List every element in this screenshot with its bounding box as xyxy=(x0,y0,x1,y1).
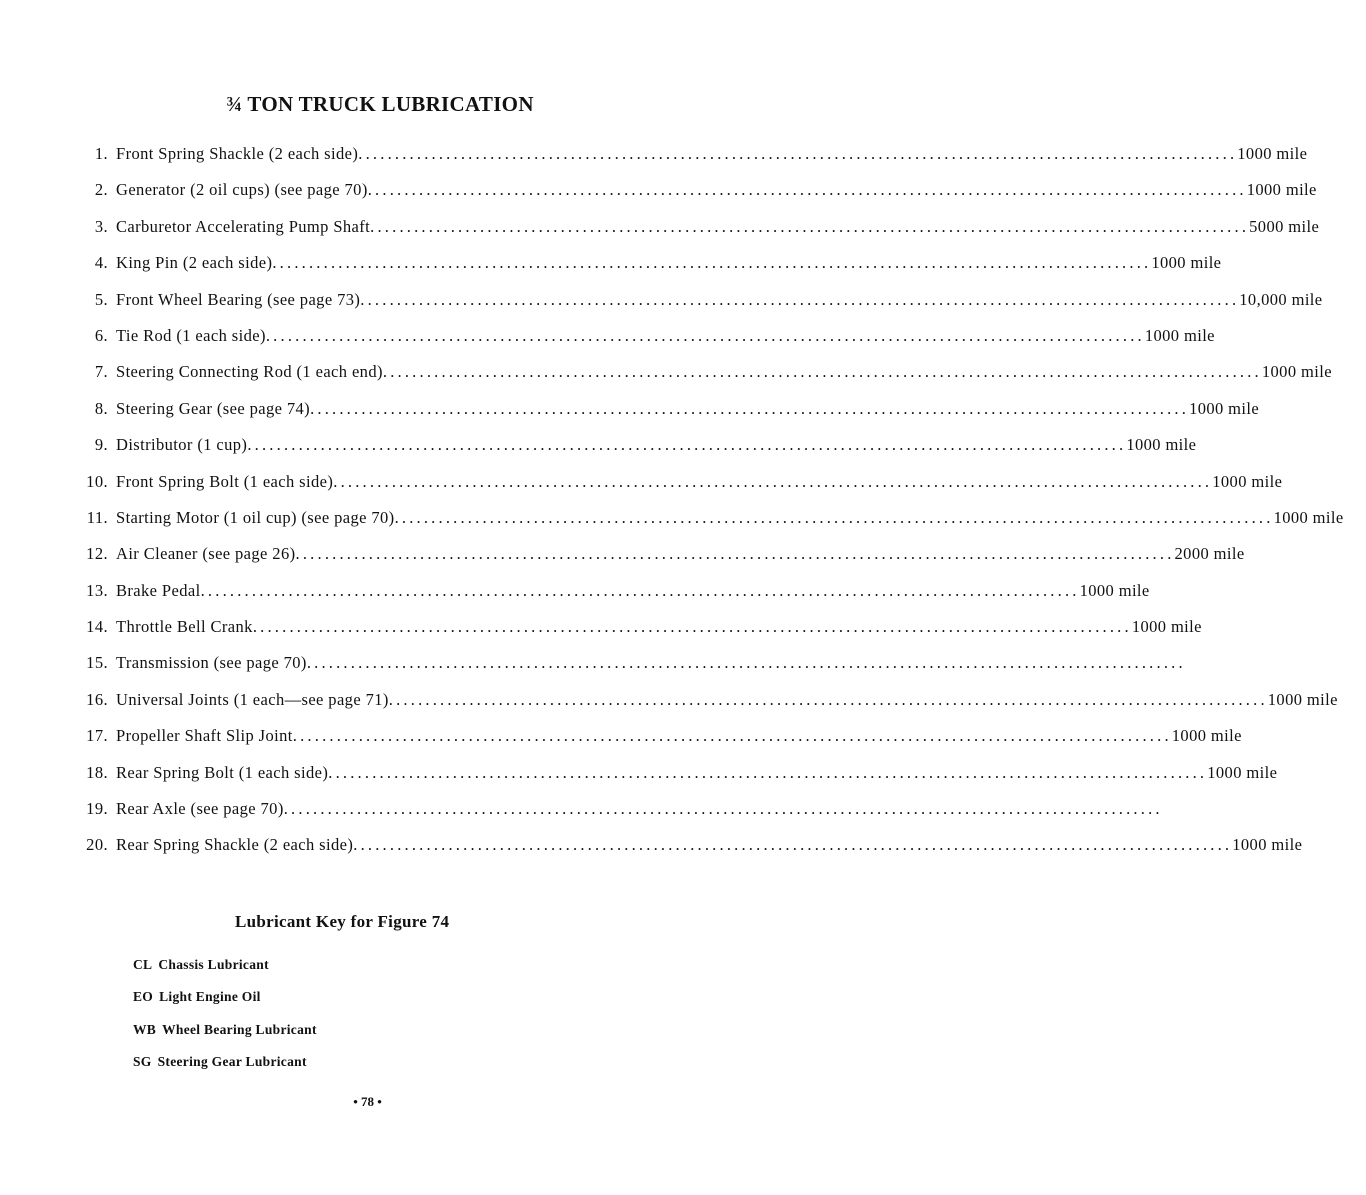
item-interval: 1000 mile xyxy=(1273,507,1344,527)
item-interval: 1000 mile xyxy=(1207,762,1278,782)
item-interval: 2000 mile xyxy=(1174,544,1245,564)
list-item xyxy=(72,835,1303,871)
list-item xyxy=(72,180,1317,216)
dot-leader: ........................................................................................................................ xyxy=(295,544,1175,564)
key-entry-eo xyxy=(133,989,267,1005)
key-code: SG xyxy=(133,1054,152,1069)
list-item xyxy=(72,580,1150,617)
item-text: Universal Joints (1 each—see page 71) xyxy=(116,689,389,709)
item-text: Steering Connecting Rod (1 each end) xyxy=(116,362,383,382)
item-text: Steering Gear (see page 74) xyxy=(116,398,311,418)
key-entry-cl xyxy=(133,957,275,973)
item-number: 10. xyxy=(86,471,108,491)
item-number: 4. xyxy=(94,253,108,273)
item-interval: 1000 mile xyxy=(1151,253,1222,273)
item-interval: 5000 mile xyxy=(1249,216,1320,236)
dot-leader: ........................................................................................................................ xyxy=(265,325,1145,345)
list-item xyxy=(72,435,1197,471)
key-entry-sg xyxy=(133,1054,313,1070)
item-interval: 1000 mile xyxy=(1126,435,1197,455)
item-interval: 1000 mile xyxy=(1237,144,1308,163)
item-text: Brake Pedal xyxy=(116,580,201,600)
list-item xyxy=(72,144,1308,180)
item-text: Propeller Shaft Slip Joint xyxy=(116,726,293,746)
item-text: Rear Axle (see page 70) xyxy=(116,799,284,819)
dot-leader: ........................................................................................................................ xyxy=(333,471,1213,491)
item-text: Front Wheel Bearing (see page 73) xyxy=(116,289,361,309)
dot-leader: ........................................................................................................................ xyxy=(200,580,1080,600)
item-interval: 1000 mile xyxy=(1131,617,1202,637)
item-number: 12. xyxy=(86,544,108,564)
item-interval: 1000 mile xyxy=(1232,835,1303,855)
key-code: WB xyxy=(133,1022,157,1037)
item-number: 19. xyxy=(86,799,108,819)
item-number: 9. xyxy=(94,435,108,455)
dot-leader: ........................................................................................................................ xyxy=(328,762,1208,782)
item-number: 11. xyxy=(86,507,108,527)
item-interval: 1000 mile xyxy=(1079,580,1150,600)
item-text: King Pin (2 each side) xyxy=(116,253,273,273)
list-item xyxy=(72,398,1260,435)
key-title: Lubricant Key for Figure 74 xyxy=(235,912,450,931)
item-text: Front Spring Bolt (1 each side) xyxy=(116,471,334,491)
item-interval: 1000 mile xyxy=(1171,726,1242,746)
item-text: Distributor (1 cup) xyxy=(116,435,248,455)
item-number: 18. xyxy=(86,762,108,782)
dot-leader: ........................................................................................................................ xyxy=(353,835,1233,855)
dot-leader: ........................................................................................................................ xyxy=(283,799,1163,819)
item-number: 5. xyxy=(94,289,108,309)
dot-leader: ........................................................................................................................ xyxy=(388,689,1268,709)
item-interval: 1000 mile xyxy=(1261,362,1332,382)
item-number: 20. xyxy=(86,835,108,855)
item-number: 2. xyxy=(94,180,108,200)
item-interval: 1000 mile xyxy=(1189,398,1260,418)
list-item xyxy=(72,471,1283,508)
item-text: Rear Spring Bolt (1 each side) xyxy=(116,762,329,782)
lubrication-list xyxy=(72,144,1344,872)
key-label: Light Engine Oil xyxy=(159,989,261,1004)
dot-leader: ........................................................................................................................ xyxy=(367,180,1247,200)
item-text: Air Cleaner (see page 26) xyxy=(116,544,296,564)
item-interval: 1000 mile xyxy=(1246,180,1317,200)
dot-leader: ........................................................................................................................ xyxy=(360,289,1240,309)
key-label: Wheel Bearing Lubricant xyxy=(162,1022,317,1037)
list-item xyxy=(72,653,1186,689)
key-code: CL xyxy=(133,957,153,972)
item-text: Front Spring Shackle (2 each side) xyxy=(116,144,359,163)
key-label: Chassis Lubricant xyxy=(158,957,269,972)
dot-leader: ........................................................................................................................ xyxy=(370,216,1250,236)
list-item xyxy=(72,253,1222,289)
item-interval: 1000 mile xyxy=(1144,325,1215,345)
list-item xyxy=(72,689,1338,726)
item-number: 8. xyxy=(94,398,108,418)
list-item xyxy=(72,507,1344,544)
list-item xyxy=(72,726,1242,762)
item-text: Transmission (see page 70) xyxy=(116,653,307,673)
key-code: EO xyxy=(133,989,154,1004)
list-item xyxy=(72,544,1245,580)
item-text: Starting Motor (1 oil cup) (see page 70) xyxy=(116,507,395,527)
dot-leader: ........................................................................................................................ xyxy=(358,144,1238,163)
list-item xyxy=(72,216,1320,253)
item-number: 14. xyxy=(86,617,108,637)
dot-leader: ........................................................................................................................ xyxy=(306,653,1186,673)
list-item xyxy=(72,799,1163,835)
item-text: Rear Spring Shackle (2 each side) xyxy=(116,835,354,855)
item-number: 7. xyxy=(94,362,108,382)
dot-leader: ........................................................................................................................ xyxy=(252,617,1132,637)
item-interval: 1000 mile xyxy=(1212,471,1283,491)
list-item xyxy=(72,289,1323,326)
item-number: 6. xyxy=(94,325,108,345)
dot-leader: ........................................................................................................................ xyxy=(382,362,1262,382)
list-item xyxy=(72,325,1215,362)
item-text: Throttle Bell Crank xyxy=(116,617,253,637)
dot-leader: ........................................................................................................................ xyxy=(310,398,1190,418)
dot-leader: ........................................................................................................................ xyxy=(292,726,1172,746)
list-item xyxy=(72,362,1332,398)
item-interval: 1000 mile xyxy=(1267,689,1338,709)
dot-leader: ........................................................................................................................ xyxy=(272,253,1152,273)
item-text: Tie Rod (1 each side) xyxy=(116,325,266,345)
page-title: ¾ TON TRUCK LUBRICATION xyxy=(226,92,534,116)
item-number: 3. xyxy=(94,216,108,236)
item-number: 1. xyxy=(94,144,108,163)
dot-leader: ........................................................................................................................ xyxy=(394,507,1274,527)
item-number: 13. xyxy=(86,580,108,600)
item-interval: 10,000 mile xyxy=(1239,289,1323,309)
item-number: 17. xyxy=(86,726,108,746)
page-number: • 78 • xyxy=(353,1094,382,1109)
list-item xyxy=(72,617,1202,653)
key-label: Steering Gear Lubricant xyxy=(157,1054,307,1069)
item-number: 16. xyxy=(86,689,108,709)
key-entry-wb xyxy=(133,1022,323,1038)
item-number: 15. xyxy=(86,653,108,673)
list-item xyxy=(72,762,1278,799)
dot-leader: ........................................................................................................................ xyxy=(247,435,1127,455)
item-text: Generator (2 oil cups) (see page 70) xyxy=(116,180,368,200)
item-text: Carburetor Accelerating Pump Shaft xyxy=(116,216,371,236)
